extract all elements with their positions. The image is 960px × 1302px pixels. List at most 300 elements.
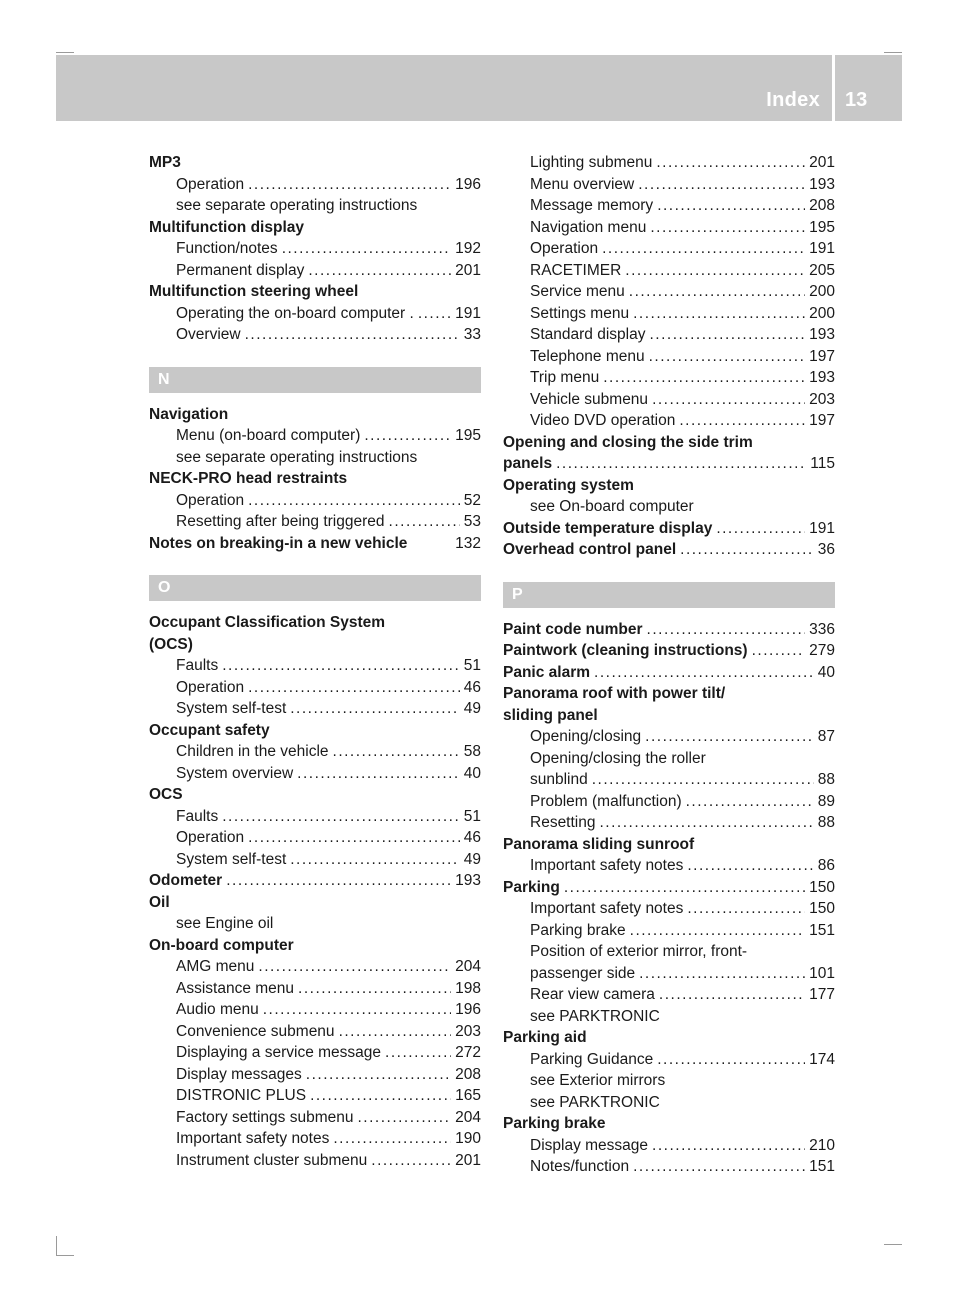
- entry-text: see Engine oil: [176, 915, 274, 932]
- section-spacer: [503, 561, 835, 582]
- page-reference[interactable]: 197: [809, 412, 835, 429]
- index-subentry[interactable]: [149, 425, 481, 447]
- index-entry: [503, 475, 835, 497]
- page-reference[interactable]: 193: [809, 369, 835, 386]
- leader-dots: [679, 410, 805, 432]
- leader-dots: [333, 1128, 451, 1150]
- entry-text: Parking brake: [503, 1115, 606, 1132]
- entry-text: Function/notes: [176, 240, 278, 257]
- page-reference[interactable]: 193: [809, 326, 835, 343]
- leader-dots: [629, 281, 805, 303]
- leader-dots: [680, 539, 814, 561]
- index-subentry[interactable]: [503, 389, 835, 411]
- page-reference[interactable]: 336: [809, 620, 835, 638]
- entry-text: Children in the vehicle: [176, 743, 329, 760]
- page-reference[interactable]: 49: [463, 700, 481, 717]
- entry-text: Important safety notes: [530, 900, 684, 917]
- entry-text: Assistance menu: [176, 979, 295, 997]
- page-reference[interactable]: 204: [455, 958, 481, 975]
- entry-text: Operation: [530, 240, 599, 257]
- header-separator: [832, 55, 835, 121]
- leader-dots: [633, 1156, 805, 1178]
- leader-dots: [333, 741, 460, 763]
- page-reference[interactable]: 272: [455, 1044, 481, 1061]
- entry-text: System self-test: [176, 850, 287, 868]
- index-subentry[interactable]: [149, 1042, 481, 1064]
- page-reference[interactable]: 203: [809, 390, 835, 408]
- page-reference[interactable]: 208: [809, 197, 835, 214]
- leader-dots: [385, 1042, 451, 1064]
- leader-dots: [686, 791, 814, 813]
- leader-dots: [263, 999, 451, 1021]
- index-subentry[interactable]: [503, 812, 835, 834]
- leader-dots: [290, 849, 460, 871]
- leader-dots: [599, 812, 813, 834]
- entry-text: System overview: [176, 764, 294, 782]
- page-reference[interactable]: 174: [809, 1050, 835, 1068]
- leader-dots: [659, 984, 805, 1006]
- page-reference[interactable]: 58: [463, 743, 481, 760]
- page-reference[interactable]: 195: [809, 218, 835, 236]
- leader-dots: [245, 324, 460, 346]
- index-entry[interactable]: [149, 533, 481, 555]
- entry-text: On-board computer: [149, 936, 294, 954]
- index-subentry[interactable]: [149, 260, 481, 282]
- page-reference[interactable]: 210: [809, 1136, 835, 1154]
- index-subentry[interactable]: [149, 1064, 481, 1086]
- crop-mark-top-right-h: [884, 52, 902, 53]
- index-entry[interactable]: [503, 539, 835, 561]
- crop-mark-bottom-right-h: [884, 1244, 902, 1245]
- entry-text: panels: [503, 455, 553, 472]
- section-spacer: [149, 554, 481, 575]
- entry-text: Rear view camera: [530, 986, 655, 1003]
- page-reference[interactable]: 190: [455, 1130, 481, 1147]
- page-reference[interactable]: 201: [455, 1151, 481, 1169]
- page-reference[interactable]: 150: [809, 900, 835, 917]
- page-reference[interactable]: 46: [463, 829, 481, 846]
- entry-text: Paint code number: [503, 620, 643, 638]
- entry-text: see separate operating instructions: [176, 448, 418, 466]
- index-subentry[interactable]: [149, 303, 481, 325]
- index-subentry[interactable]: [503, 346, 835, 368]
- page-reference[interactable]: 198: [455, 979, 481, 997]
- index-subentry[interactable]: [503, 410, 835, 432]
- page-reference[interactable]: 177: [809, 986, 835, 1003]
- index-entry: [149, 281, 481, 303]
- entry-text: Overview: [176, 326, 241, 343]
- leader-dots: [752, 640, 806, 662]
- index-subentry[interactable]: [149, 827, 481, 849]
- index-subentry[interactable]: [503, 217, 835, 239]
- index-column-right: [503, 152, 835, 1178]
- leader-dots: [657, 195, 805, 217]
- page-reference[interactable]: 101: [809, 964, 835, 982]
- leader-dots: [645, 726, 814, 748]
- index-entry: [503, 1027, 835, 1049]
- page-reference[interactable]: 279: [809, 642, 835, 659]
- leader-dots: [389, 511, 460, 533]
- page-reference[interactable]: 191: [809, 519, 835, 537]
- entry-text: Important safety notes: [530, 857, 684, 874]
- leader-dots: [248, 677, 460, 699]
- leader-dots: [652, 389, 805, 411]
- entry-text: (OCS): [149, 635, 193, 653]
- index-subentry: [503, 1006, 835, 1028]
- page-reference[interactable]: 193: [809, 175, 835, 193]
- index-subentry: [503, 748, 835, 770]
- index-subentry[interactable]: [503, 1156, 835, 1178]
- page-title: Index: [766, 89, 820, 111]
- leader-dots: [564, 877, 805, 899]
- leader-dots: [638, 174, 805, 196]
- index-entry: [149, 935, 481, 957]
- leader-dots: [306, 1064, 451, 1086]
- entry-text: MP3: [149, 154, 181, 171]
- index-subentry[interactable]: [503, 324, 835, 346]
- page-number: 13: [845, 89, 868, 111]
- entry-text: Multifunction steering wheel: [149, 283, 359, 300]
- entry-text: Operating system: [503, 476, 634, 494]
- entry-text: Outside temperature display: [503, 519, 713, 537]
- index-subentry: [503, 941, 835, 963]
- entry-text: Telephone menu: [530, 347, 645, 365]
- entry-text: Occupant Classification System: [149, 614, 386, 631]
- index-subentry[interactable]: [503, 769, 835, 791]
- page-reference[interactable]: 89: [817, 792, 835, 810]
- entry-text: Faults: [176, 657, 219, 674]
- index-entry[interactable]: [503, 518, 835, 540]
- entry-text: Message memory: [530, 197, 654, 214]
- page-reference[interactable]: 191: [809, 240, 835, 257]
- index-subentry[interactable]: [503, 920, 835, 942]
- leader-dots: [371, 1150, 451, 1172]
- index-subentry[interactable]: [149, 806, 481, 828]
- index-subentry[interactable]: [149, 741, 481, 763]
- index-entry: [503, 834, 835, 856]
- index-subentry[interactable]: [503, 303, 835, 325]
- index-subentry: [503, 1070, 835, 1092]
- index-subentry[interactable]: [503, 367, 835, 389]
- entry-text: sliding panel: [503, 706, 598, 724]
- page-reference[interactable]: 203: [455, 1022, 481, 1040]
- page-reference[interactable]: 132: [455, 534, 481, 552]
- entry-text: System self-test: [176, 700, 287, 717]
- entry-text: Vehicle submenu: [530, 390, 649, 408]
- index-subentry[interactable]: [149, 763, 481, 785]
- page-reference[interactable]: 52: [463, 491, 481, 509]
- index-entry: [149, 468, 481, 490]
- entry-text: Position of exterior mirror, front-: [530, 943, 748, 960]
- index-subentry[interactable]: [503, 1049, 835, 1071]
- section-letter-n: N: [149, 367, 481, 393]
- entry-text: AMG menu: [176, 958, 255, 975]
- index-entry: [149, 612, 481, 634]
- page-reference[interactable]: 151: [809, 1158, 835, 1175]
- index-subentry[interactable]: [149, 1021, 481, 1043]
- page-reference[interactable]: 200: [809, 283, 835, 300]
- entry-text: Panorama roof with power tilt/: [503, 685, 726, 702]
- index-column-left: [149, 152, 481, 1171]
- index-subentry[interactable]: [149, 511, 481, 533]
- leader-dots: [625, 260, 805, 282]
- index-subentry[interactable]: [503, 726, 835, 748]
- index-subentry: [503, 496, 835, 518]
- index-entry: [149, 634, 481, 656]
- entry-text: Operation: [176, 175, 245, 193]
- page-reference[interactable]: 197: [809, 347, 835, 365]
- index-subentry[interactable]: [149, 655, 481, 677]
- index-entry[interactable]: [503, 640, 835, 662]
- index-subentry: [149, 447, 481, 469]
- entry-text: Displaying a service message: [176, 1044, 382, 1061]
- page-reference[interactable]: 150: [809, 878, 835, 896]
- index-subentry[interactable]: [149, 174, 481, 196]
- page-reference[interactable]: 40: [463, 764, 481, 782]
- index-entry: [503, 432, 835, 454]
- entry-text: Instrument cluster submenu: [176, 1151, 368, 1169]
- entry-text: Oil: [149, 893, 170, 911]
- entry-text: Trip menu: [530, 369, 600, 386]
- index-subentry: [149, 195, 481, 217]
- entry-text: Display messages: [176, 1065, 302, 1083]
- index-subentry[interactable]: [503, 152, 835, 174]
- entry-text: Audio menu: [176, 1001, 259, 1018]
- index-subentry[interactable]: [503, 791, 835, 813]
- index-subentry[interactable]: [149, 677, 481, 699]
- page-reference[interactable]: 201: [455, 261, 481, 279]
- entry-text: OCS: [149, 786, 183, 803]
- entry-text: Navigation menu: [530, 218, 647, 236]
- leader-dots: [649, 346, 806, 368]
- leader-dots: [657, 1049, 805, 1071]
- leader-dots: [222, 806, 460, 828]
- leader-dots: [687, 855, 813, 877]
- entry-text: Lighting submenu: [530, 154, 653, 171]
- page-reference[interactable]: 151: [809, 921, 835, 939]
- section-spacer: [149, 346, 481, 367]
- entry-text: Parking aid: [503, 1029, 587, 1046]
- index-entry: [149, 784, 481, 806]
- leader-dots: [603, 367, 805, 389]
- index-subentry[interactable]: [149, 849, 481, 871]
- leader-dots: [602, 238, 805, 260]
- index-subentry: [503, 1092, 835, 1114]
- leader-dots: [248, 827, 460, 849]
- entry-text: Odometer: [149, 872, 223, 889]
- leader-dots: [649, 324, 805, 346]
- page-reference[interactable]: 115: [810, 455, 835, 472]
- entry-text: Menu (on-board computer): [176, 427, 361, 444]
- entry-text: RACETIMER: [530, 261, 622, 279]
- index-subentry[interactable]: [149, 324, 481, 346]
- leader-dots: [290, 698, 460, 720]
- page-reference[interactable]: 208: [455, 1065, 481, 1083]
- entry-text: NECK-PRO head restraints: [149, 470, 348, 487]
- index-entry: [149, 892, 481, 914]
- page-reference[interactable]: 200: [809, 304, 835, 322]
- entry-text: Navigation: [149, 405, 229, 423]
- entry-text: Panorama sliding sunroof: [503, 835, 695, 853]
- leader-dots: [652, 1135, 805, 1157]
- entry-text: Opening/closing: [530, 728, 642, 745]
- leader-dots: [298, 978, 451, 1000]
- page-reference[interactable]: 46: [463, 678, 481, 696]
- entry-text: Resetting after being triggered: [176, 513, 385, 530]
- entry-text: DISTRONIC PLUS: [176, 1087, 307, 1104]
- entry-text: Operating the on-board computer .: [176, 304, 414, 322]
- entry-text: Paintwork (cleaning instructions): [503, 642, 748, 659]
- page-reference[interactable]: 36: [817, 541, 835, 558]
- leader-dots: [556, 453, 806, 475]
- page-reference[interactable]: 40: [817, 663, 835, 681]
- section-letter-p: P: [503, 582, 835, 608]
- entry-text: Important safety notes: [176, 1130, 330, 1147]
- page-reference[interactable]: 201: [809, 154, 835, 171]
- entry-text: Settings menu: [530, 304, 630, 322]
- entry-text: Parking brake: [530, 921, 626, 939]
- entry-text: Convenience submenu: [176, 1022, 335, 1040]
- index-subentry[interactable]: [149, 238, 481, 260]
- entry-text: Operation: [176, 829, 245, 846]
- entry-text: Factory settings submenu: [176, 1108, 354, 1126]
- index-subentry[interactable]: [149, 999, 481, 1021]
- index-subentry[interactable]: [503, 963, 835, 985]
- entry-text: see On-board computer: [530, 498, 694, 515]
- entry-text: Panic alarm: [503, 663, 591, 681]
- entry-text: Operation: [176, 491, 245, 509]
- page-reference[interactable]: 51: [463, 657, 481, 674]
- leader-dots: [248, 174, 451, 196]
- leader-dots: [258, 956, 451, 978]
- leader-dots: [687, 898, 805, 920]
- leader-dots: [339, 1021, 452, 1043]
- entry-text: Service menu: [530, 283, 625, 300]
- index-entry: [149, 720, 481, 742]
- index-entry: [503, 683, 835, 705]
- page-reference[interactable]: 195: [455, 427, 481, 444]
- index-entry[interactable]: [503, 877, 835, 899]
- leader-dots: [630, 920, 805, 942]
- page-reference[interactable]: 196: [455, 175, 481, 193]
- entry-text: Problem (malfunction): [530, 792, 682, 810]
- leader-dots: [633, 303, 805, 325]
- page-reference[interactable]: 204: [455, 1108, 481, 1126]
- entry-text: Standard display: [530, 326, 646, 343]
- index-subentry[interactable]: [503, 195, 835, 217]
- page-reference[interactable]: 191: [455, 304, 481, 322]
- entry-text: Opening and closing the side trim: [503, 433, 753, 451]
- index-subentry[interactable]: [503, 238, 835, 260]
- page-reference[interactable]: 33: [463, 326, 481, 343]
- leader-dots: [364, 425, 451, 447]
- entry-text: Overhead control panel: [503, 541, 677, 558]
- entry-text: see separate operating instructions: [176, 197, 418, 214]
- page-reference[interactable]: 53: [463, 513, 481, 530]
- page-reference[interactable]: 87: [817, 728, 835, 745]
- entry-text: passenger side: [530, 964, 636, 982]
- page-reference[interactable]: 165: [455, 1087, 481, 1104]
- index-subentry[interactable]: [149, 1107, 481, 1129]
- entry-text: Display message: [530, 1136, 649, 1154]
- index-subentry[interactable]: [149, 698, 481, 720]
- leader-dots: [647, 619, 806, 641]
- index-subentry[interactable]: [503, 898, 835, 920]
- leader-dots: [308, 260, 451, 282]
- index-subentry[interactable]: [149, 1128, 481, 1150]
- entry-text: see PARKTRONIC: [530, 1093, 660, 1111]
- leader-dots: [248, 490, 460, 512]
- entry-text: Occupant safety: [149, 721, 270, 739]
- index-entry: [503, 705, 835, 727]
- page-reference[interactable]: 88: [817, 771, 835, 788]
- page-reference[interactable]: 196: [455, 1001, 481, 1018]
- entry-text: Multifunction display: [149, 218, 304, 236]
- entry-text: Parking: [503, 878, 560, 896]
- crop-mark-top-left-h: [56, 52, 74, 53]
- entry-text: Parking Guidance: [530, 1050, 654, 1068]
- entry-text: Resetting: [530, 814, 596, 831]
- index-subentry[interactable]: [503, 281, 835, 303]
- page-reference[interactable]: 192: [455, 240, 481, 257]
- index-entry[interactable]: [503, 453, 835, 475]
- page-reference[interactable]: 51: [463, 807, 481, 825]
- entry-text: Faults: [176, 807, 219, 825]
- index-subentry[interactable]: [149, 978, 481, 1000]
- entry-text: Notes on breaking-in a new vehicle: [149, 534, 408, 552]
- index-subentry[interactable]: [503, 1135, 835, 1157]
- index-subentry[interactable]: [149, 1085, 481, 1107]
- leader-dots: [639, 963, 805, 985]
- index-entry[interactable]: [149, 870, 481, 892]
- index-subentry[interactable]: [149, 490, 481, 512]
- index-subentry[interactable]: [503, 174, 835, 196]
- leader-dots: [222, 655, 460, 677]
- page-reference[interactable]: 193: [455, 872, 481, 889]
- page-reference[interactable]: 205: [809, 261, 835, 279]
- section-letter-o: O: [149, 575, 481, 601]
- leader-dots: [297, 763, 460, 785]
- index-entry: [149, 404, 481, 426]
- leader-dots: [226, 870, 451, 892]
- leader-dots: [656, 152, 805, 174]
- leader-dots: [716, 518, 805, 540]
- index-subentry[interactable]: [149, 1150, 481, 1172]
- index-subentry[interactable]: [503, 984, 835, 1006]
- entry-text: Menu overview: [530, 175, 635, 193]
- index-subentry[interactable]: [149, 956, 481, 978]
- index-subentry[interactable]: [503, 855, 835, 877]
- entry-text: Opening/closing the roller: [530, 749, 706, 767]
- index-entry[interactable]: [503, 619, 835, 641]
- leader-dots: [594, 662, 814, 684]
- entry-text: see PARKTRONIC: [530, 1007, 660, 1025]
- page-reference[interactable]: 88: [817, 814, 835, 831]
- entry-text: Video DVD operation: [530, 412, 676, 429]
- leader-dots: [418, 303, 451, 325]
- entry-text: Operation: [176, 678, 245, 696]
- leader-dots: [310, 1085, 451, 1107]
- leader-dots: [650, 217, 805, 239]
- page-reference[interactable]: 49: [463, 850, 481, 868]
- index-entry: [149, 152, 481, 174]
- leader-dots: [282, 238, 451, 260]
- leader-dots: [592, 769, 814, 791]
- crop-mark-bottom-left-h: [56, 1255, 74, 1256]
- index-entry[interactable]: [503, 662, 835, 684]
- index-subentry[interactable]: [503, 260, 835, 282]
- page-reference[interactable]: 86: [817, 857, 835, 874]
